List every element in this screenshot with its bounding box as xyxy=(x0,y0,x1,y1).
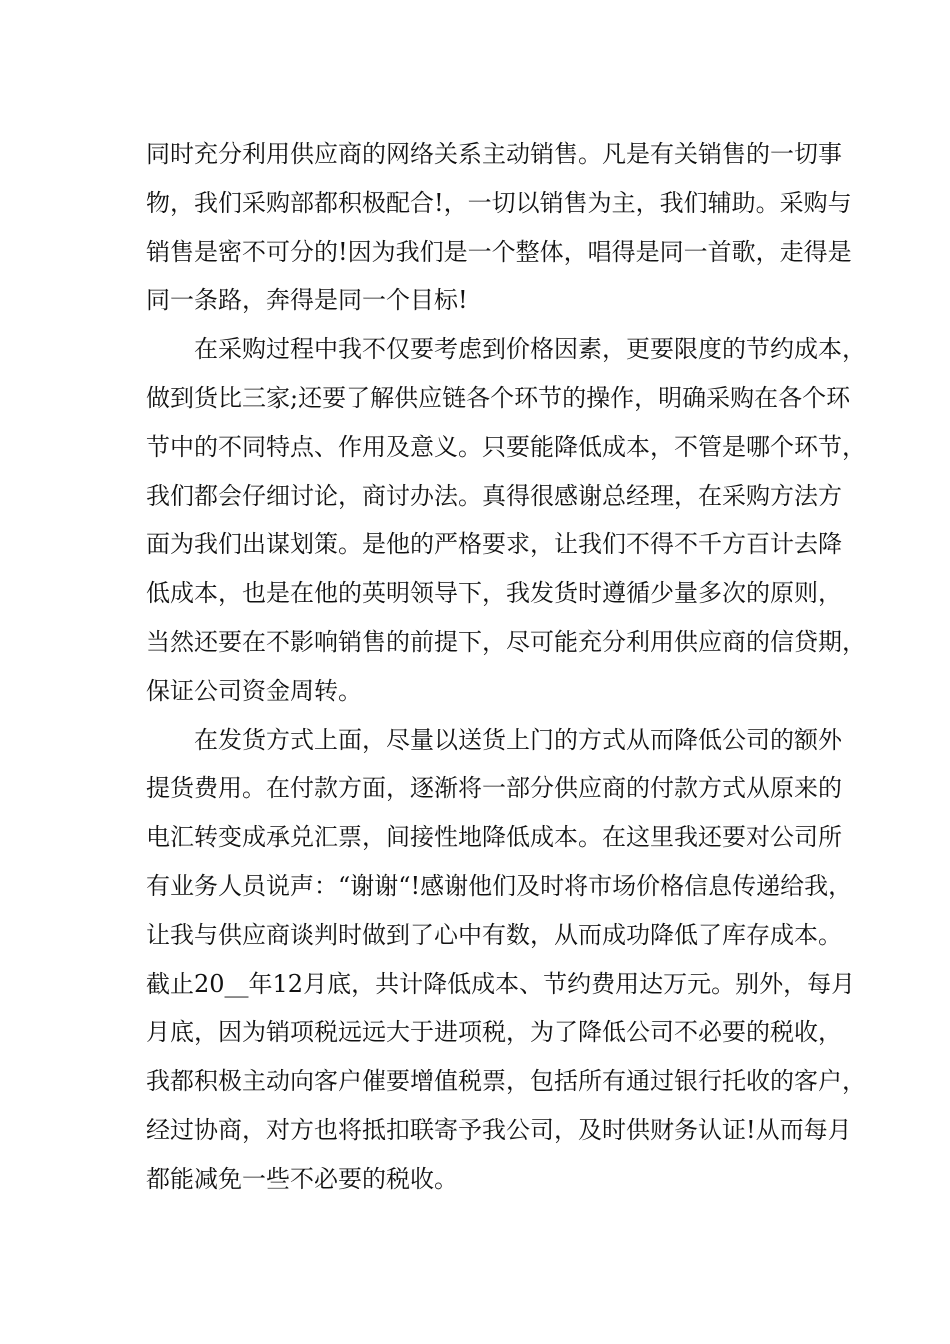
text-line: 让我与供应商谈判时做到了心中有数，从而成功降低了库存成本。 xyxy=(146,920,842,949)
text-line: 经过协商，对方也将抵扣联寄予我公司，及时供财务认证!从而每月 xyxy=(146,1115,852,1144)
text-line: 销售是密不可分的!因为我们是一个整体，唱得是同一首歌，走得是 xyxy=(146,237,852,266)
text-line: 我们都会仔细讨论，商讨办法。真得很感谢总经理，在采购方法方 xyxy=(146,481,842,510)
text-line: 截止20__年12月底，共计降低成本、节约费用达万元。别外，每月 xyxy=(146,969,856,998)
text-line: 提货费用。在付款方面，逐渐将一部分供应商的付款方式从原来的 xyxy=(146,774,842,803)
text-line: 做到货比三家;还要了解供应链各个环节的操作，明确采购在各个环 xyxy=(146,383,851,412)
text-line: 电汇转变成承兑汇票，间接性地降低成本。在这里我还要对公司所 xyxy=(146,823,842,852)
text-line: 当然还要在不影响销售的前提下，尽可能充分利用供应商的信贷期， xyxy=(146,627,866,656)
paragraph-1 xyxy=(146,130,852,325)
text-line: 同时充分利用供应商的网络关系主动销售。凡是有关销售的一切事 xyxy=(146,140,842,168)
paragraph-3 xyxy=(146,716,866,1204)
text-line: 都能减免一些不必要的税收。 xyxy=(146,1164,458,1193)
text-line: 在发货方式上面，尽量以送货上门的方式从而降低公司的额外 xyxy=(194,725,842,754)
text-line: 低成本，也是在他的英明领导下，我发货时遵循少量多次的原则， xyxy=(146,579,842,608)
text-line: 月底，因为销项税远远大于进项税，为了降低公司不必要的税收， xyxy=(146,1018,842,1047)
text-line: 物，我们采购部都积极配合!，一切以销售为主，我们辅助。采购与 xyxy=(146,188,852,217)
body-text xyxy=(146,130,866,1204)
paragraph-2 xyxy=(146,325,866,715)
text-line: 有业务人员说声：“谢谢“!感谢他们及时将市场价格信息传递给我， xyxy=(146,871,853,900)
text-line: 在采购过程中我不仅要考虑到价格因素，更要限度的节约成本， xyxy=(194,335,866,364)
text-line: 面为我们出谋划策。是他的严格要求，让我们不得不千方百计去降 xyxy=(146,530,842,559)
text-line: 保证公司资金周转。 xyxy=(146,676,362,705)
text-line: 同一条路，奔得是同一个目标! xyxy=(146,286,468,315)
text-line: 节中的不同特点、作用及意义。只要能降低成本，不管是哪个环节， xyxy=(146,432,866,461)
text-line: 我都积极主动向客户催要增值税票，包括所有通过银行托收的客户， xyxy=(146,1067,866,1096)
